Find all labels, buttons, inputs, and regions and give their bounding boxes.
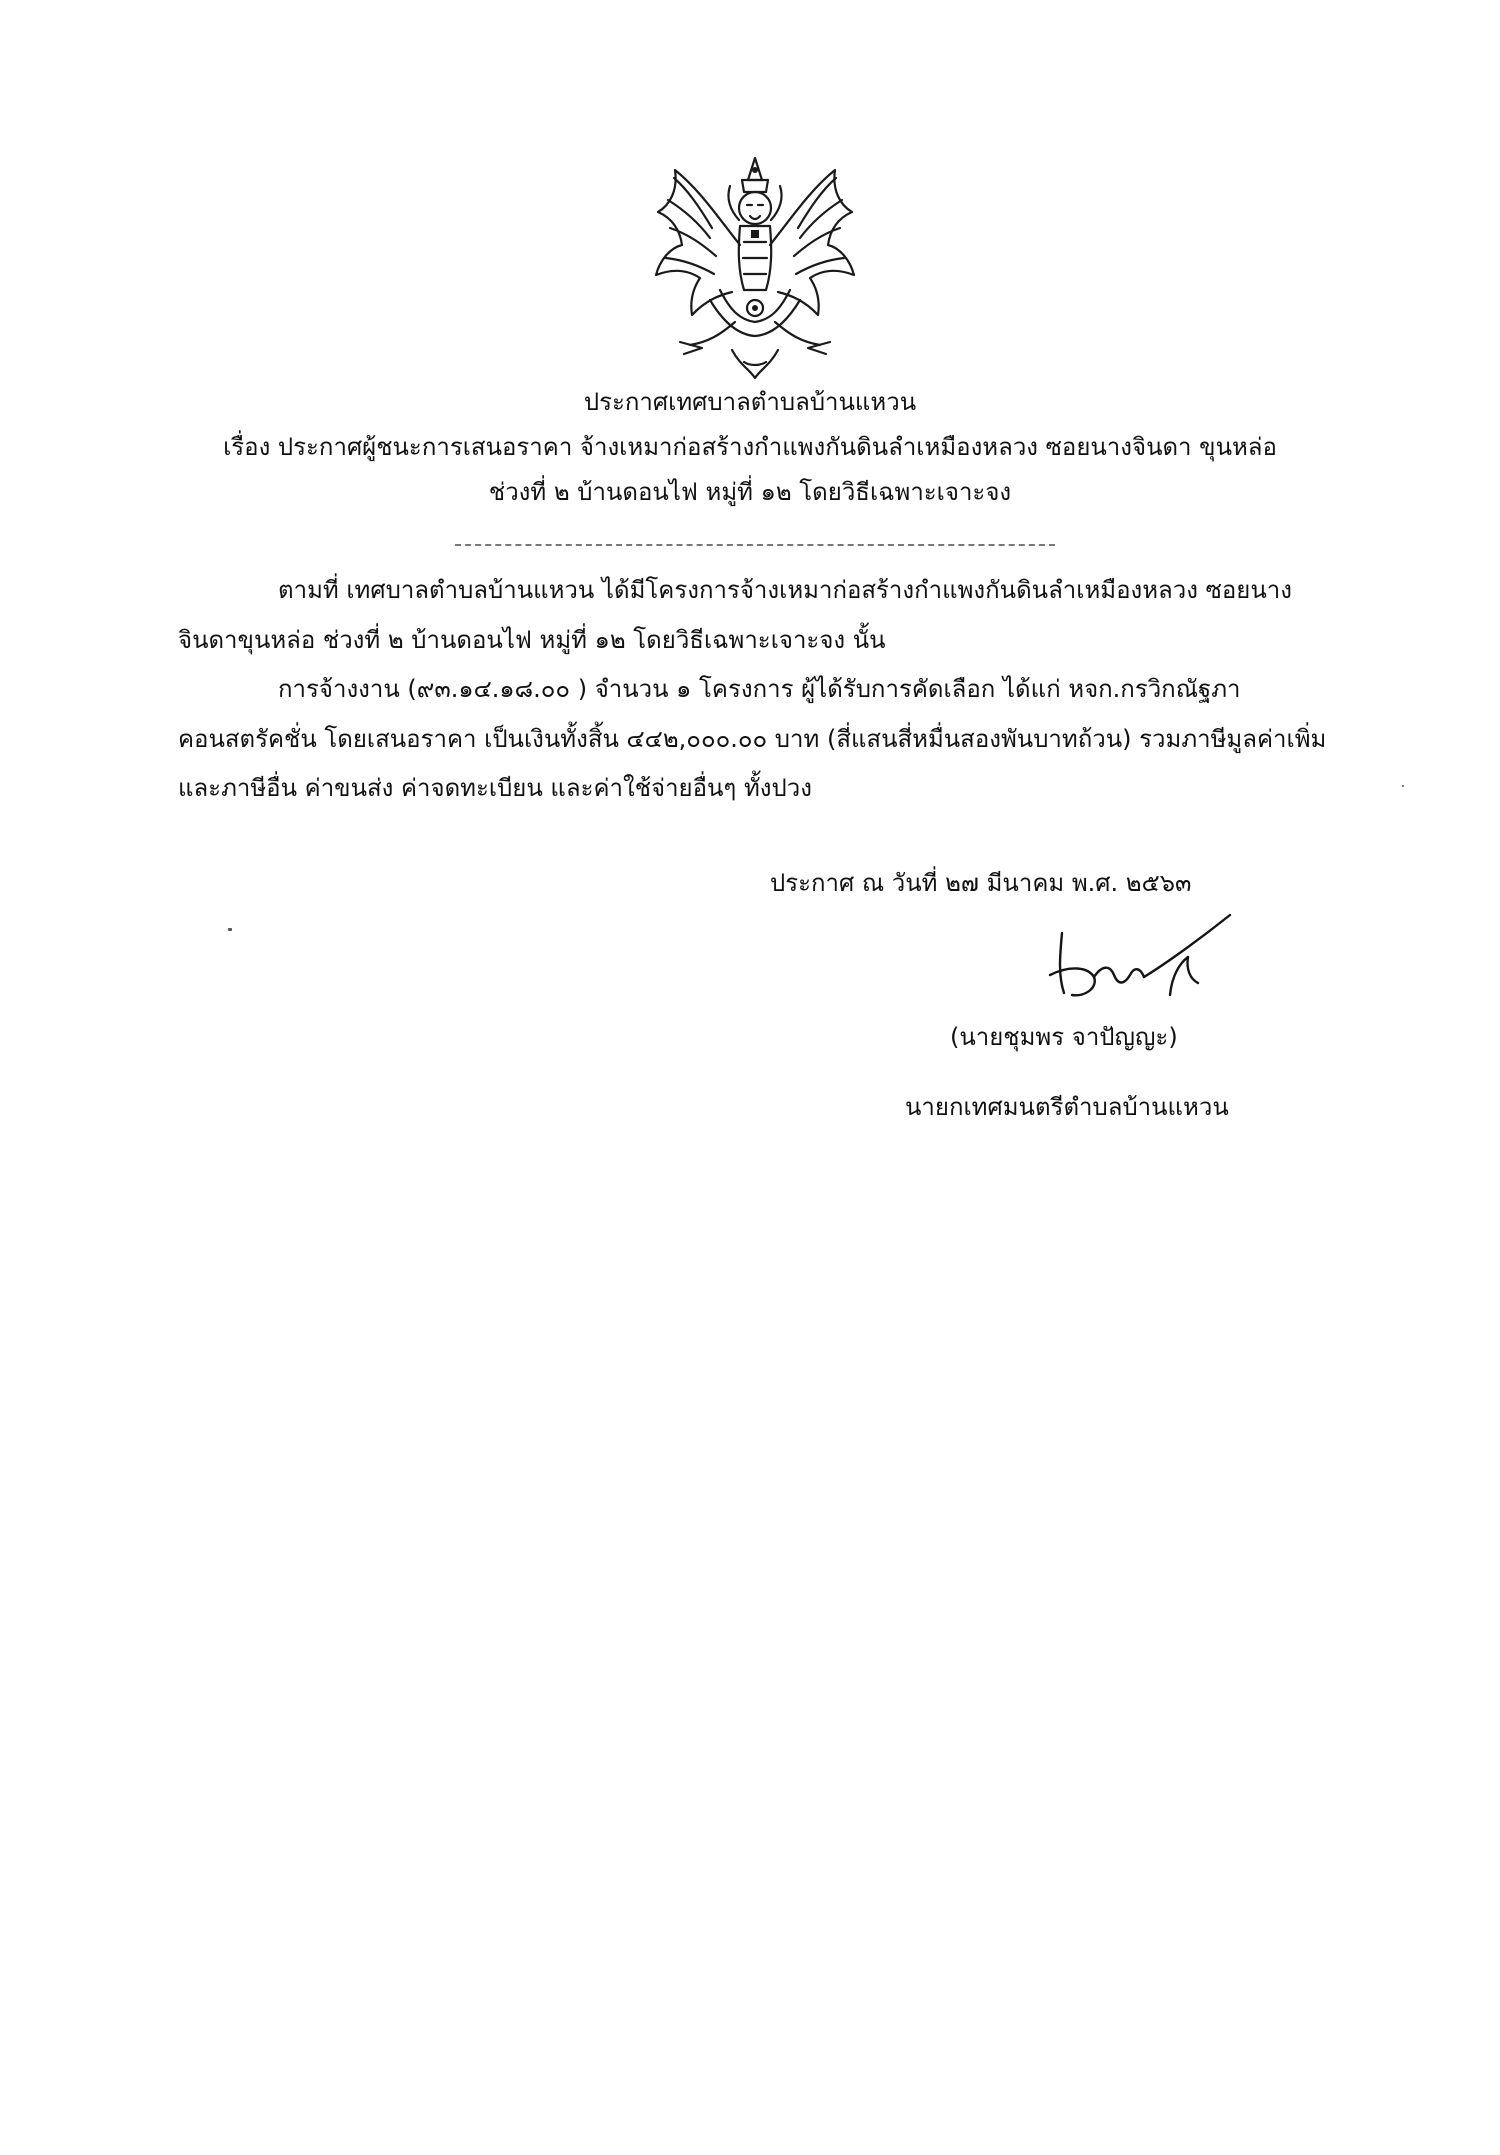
signer-name: (นายชุมพร จาปัญญะ) bbox=[950, 1023, 1178, 1051]
dashed-divider bbox=[455, 544, 1055, 546]
announcement-date: ประกาศ ณ วันที่ ๒๗ มีนาคม พ.ศ. ๒๕๖๓ bbox=[770, 869, 1192, 897]
signer-position: นายกเทศมนตรีตำบลบ้านแหวน bbox=[905, 1093, 1229, 1121]
scan-speck bbox=[1402, 785, 1404, 787]
paragraph-3-line-1: และภาษีอื่น ค่าขนส่ง ค่าจดทะเบียน และค่าใช้จ่ายอื่นๆ ทั้งปวง bbox=[178, 774, 812, 802]
paragraph-1-line-2: จินดาขุนหล่อ ช่วงที่ ๒ บ้านดอนไฟ หมู่ที่ ๑๒ โดยวิธีเฉพาะเจาะจง นั้น bbox=[178, 626, 886, 654]
handwritten-signature-icon bbox=[1020, 905, 1250, 1015]
paragraph-2-line-1: การจ้างงาน (๙๓.๑๔.๑๘.๐๐ ) จำนวน ๑ โครงการ ผู้ได้รับการคัดเลือก ได้แก่ หจก.กรวิกณัฐภา bbox=[278, 675, 1241, 703]
subject-line-2: ช่วงที่ ๒ บ้านดอนไฟ หมู่ที่ ๑๒ โดยวิธีเฉพาะเจาะจง bbox=[488, 478, 1012, 506]
subject-line: เรื่อง ประกาศผู้ชนะการเสนอราคา จ้างเหมาก่อสร้างกำแพงกันดินลำเหมืองหลวง ซอยนางจินดา ขุนหล่อ bbox=[223, 433, 1277, 461]
paragraph-2-line-2: คอนสตรัคชั่น โดยเสนอราคา เป็นเงินทั้งสิ้น ๔๔๒,๐๐๐.๐๐ บาท (สี่แสนสี่หมื่นสองพันบาทถ้วน) รวมภาษีมูลค่าเพิ่ม bbox=[178, 725, 1327, 753]
announcement-title: ประกาศเทศบาลตำบลบ้านแหวน bbox=[583, 388, 917, 416]
garuda-emblem-icon bbox=[640, 150, 870, 385]
scan-speck bbox=[228, 928, 232, 931]
paragraph-1-line-1: ตามที่ เทศบาลตำบลบ้านแหวน ได้มีโครงการจ้างเหมาก่อสร้างกำแพงกันดินลำเหมืองหลวง ซอยนาง bbox=[278, 576, 1292, 604]
